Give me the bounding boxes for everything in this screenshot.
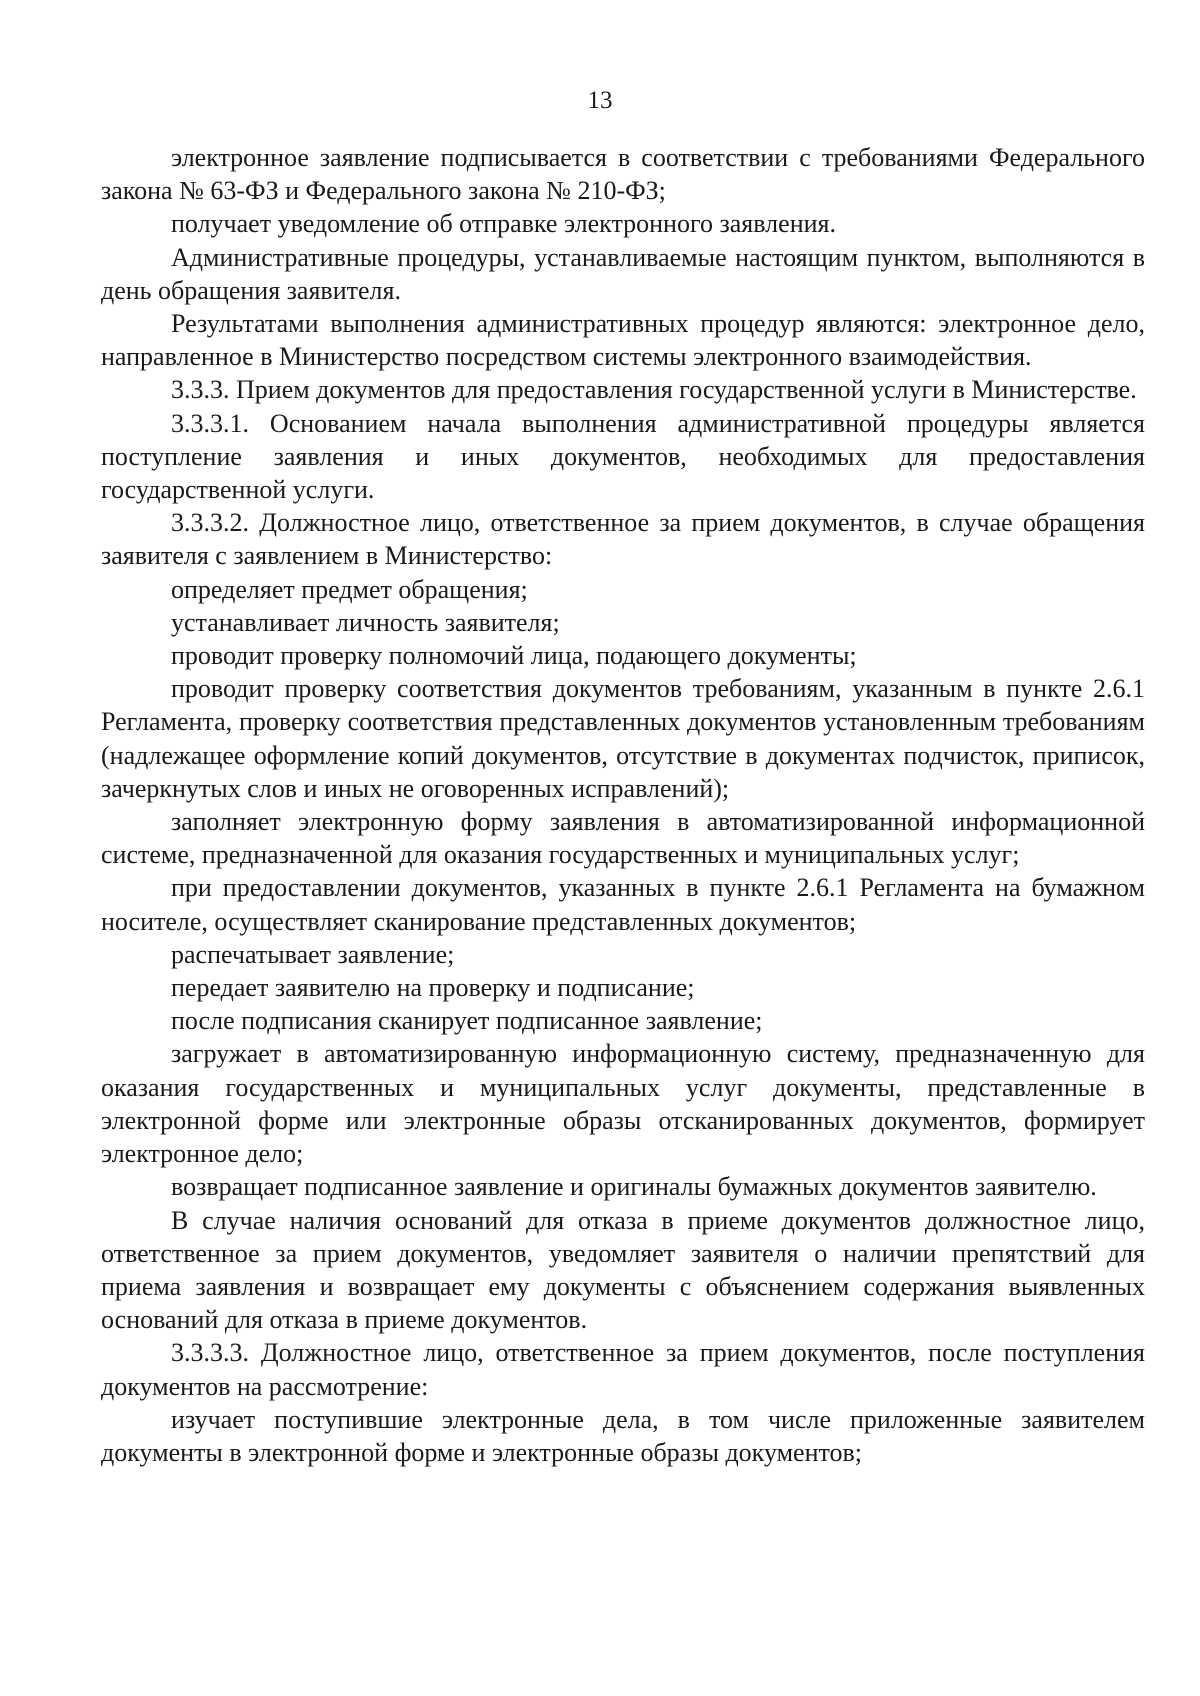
page-number: 13 <box>587 87 613 114</box>
paragraph: Административные процедуры, устанавливаемые настоящим пунктом, выполняются в день обращения заявителя. <box>101 242 1145 305</box>
paragraph: Результатами выполнения административных процедур являются: электронное дело, направленное в Министерство посредством системы электронного взаимодействия. <box>101 309 1145 372</box>
list-item: возвращает подписанное заявление и оригиналы бумажных документов заявителю. <box>171 1172 1097 1202</box>
paragraph: 3.3.3.3. Должностное лицо, ответственное за прием документов, после поступления документов на рассмотрение: <box>101 1338 1145 1401</box>
list-item: распечатывает заявление; <box>171 939 455 969</box>
list-item: проводит проверку полномочий лица, подающего документы; <box>171 641 857 671</box>
list-item: проводит проверку соответствия документов требованиям, указанным в пункте 2.6.1 Регламента, проверку соответствия представленных документов установленным требованиям (надлежащее оформление копий документов, отсутствие в документах подчисток, приписок, зачеркнутых слов и иных не оговоренных исправлений); <box>101 674 1145 803</box>
paragraph: электронное заявление подписывается в соответствии с требованиями Федерального закона № 63-ФЗ и Федерального закона № 210-ФЗ; <box>101 143 1145 206</box>
document-body <box>101 141 1145 1469</box>
section-heading-3-3-3: 3.3.3. Прием документов для предоставления государственной услуги в Министерстве. <box>171 375 1137 405</box>
paragraph: В случае наличия оснований для отказа в приеме документов должностное лицо, ответственное за прием документов, уведомляет заявителя о наличии препятствий для приема заявления и возвращает ему документы с объяснением содержания выявленных оснований для отказа в приеме документов. <box>101 1205 1145 1335</box>
paragraph: получает уведомление об отправке электронного заявления. <box>171 209 836 239</box>
list-item: при предоставлении документов, указанных в пункте 2.6.1 Регламента на бумажном носителе, осуществляет сканирование представленных документов; <box>101 873 1145 936</box>
list-item: изучает поступившие электронные дела, в том числе приложенные заявителем документы в электронной форме и электронные образы документов; <box>101 1404 1145 1467</box>
list-item: загружает в автоматизированную информационную систему, предназначенную для оказания государственных и муниципальных услуг документы, представленные в электронной форме или электронные образы отсканированных документов, формирует электронное дело; <box>101 1039 1145 1169</box>
list-item: после подписания сканирует подписанное заявление; <box>171 1006 763 1036</box>
paragraph: 3.3.3.2. Должностное лицо, ответственное за прием документов, в случае обращения заявителя с заявлением в Министерство: <box>101 508 1145 571</box>
list-item: устанавливает личность заявителя; <box>171 607 560 637</box>
list-item: передает заявителю на проверку и подписание; <box>171 973 695 1003</box>
list-item: определяет предмет обращения; <box>171 574 528 604</box>
paragraph: 3.3.3.1. Основанием начала выполнения административной процедуры является поступление заявления и иных документов, необходимых для предоставления государственной услуги. <box>101 408 1145 505</box>
list-item: заполняет электронную форму заявления в автоматизированной информационной системе, предназначенной для оказания государственных и муниципальных услуг; <box>101 807 1145 870</box>
